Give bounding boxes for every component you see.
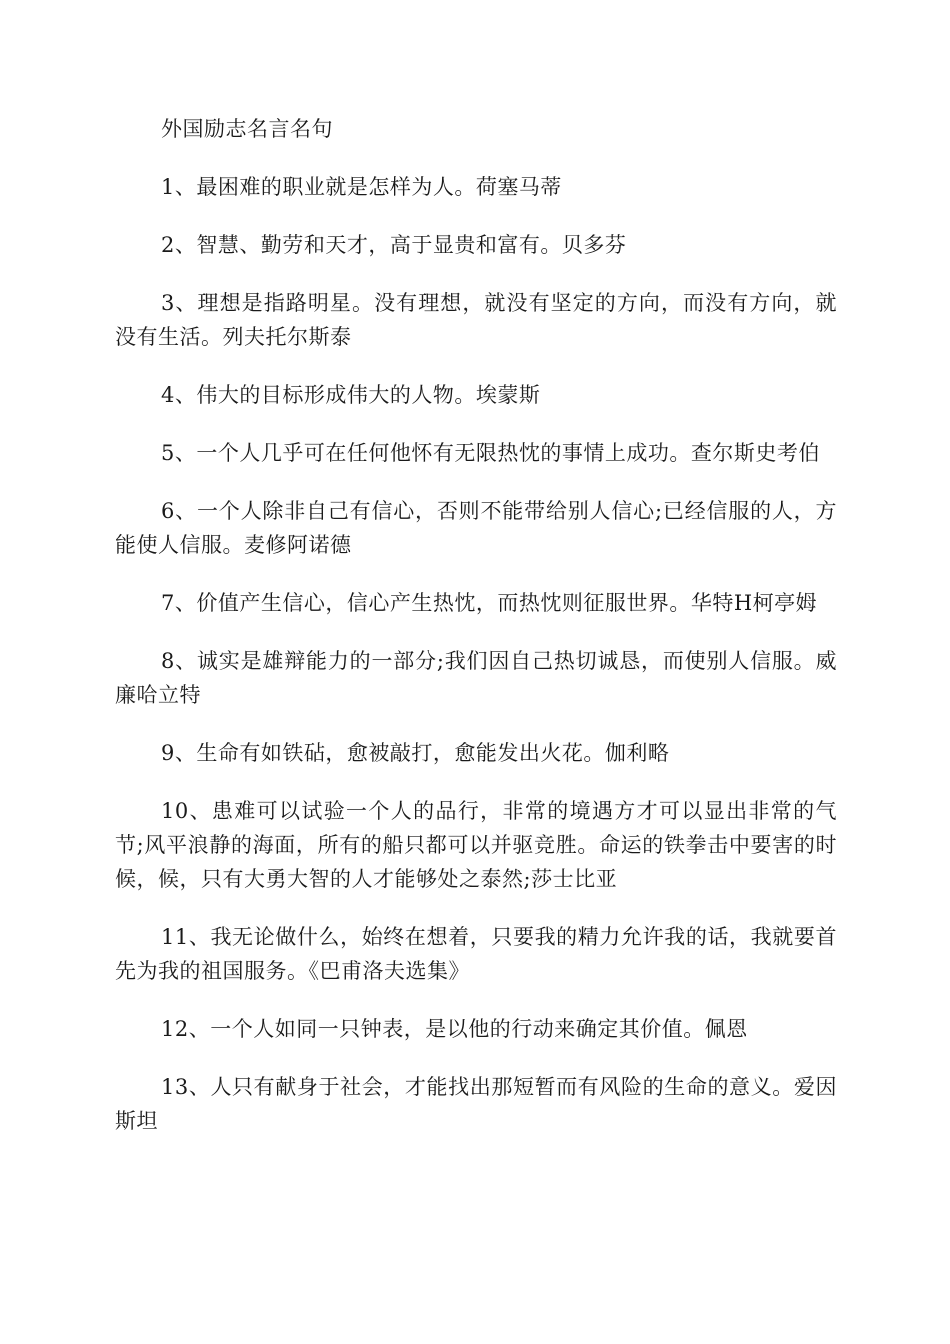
quote-paragraph-10: 10、患难可以试验一个人的品行，非常的境遇方才可以显出非常的气节;风平浪静的海面，所有的船只都可以并驱竞胜。命运的铁拳击中要害的时候，候，只有大勇大智的人才能够处之泰然;莎士比亚: [115, 799, 837, 891]
quote-paragraph-13: 13、人只有献身于社会，才能找出那短暂而有风险的生命的意义。爱因斯坦: [115, 1075, 837, 1133]
quote-paragraph-7: 7、价值产生信心，信心产生热忱，而热忱则征服世界。华特H柯亭姆: [161, 591, 818, 615]
quote-paragraph-4: 4、伟大的目标形成伟大的人物。埃蒙斯: [161, 383, 541, 407]
document-body: [115, 112, 837, 1162]
quote-paragraph-2: 2、智慧、勤劳和天才，高于显贵和富有。贝多芬: [161, 233, 627, 257]
quote-paragraph-8: 8、诚实是雄辩能力的一部分;我们因自己热切诚恳，而使别人信服。威廉哈立特: [115, 649, 837, 707]
quote-paragraph-9: 9、生命有如铁砧，愈被敲打，愈能发出火花。伽利略: [161, 741, 670, 765]
quote-paragraph-5: 5、一个人几乎可在任何他怀有无限热忱的事情上成功。查尔斯史考伯: [161, 441, 820, 465]
quote-paragraph-3: 3、理想是指路明星。没有理想，就没有坚定的方向，而没有方向，就没有生活。列夫托尔斯泰: [115, 291, 837, 349]
quote-paragraph-6: 6、一个人除非自己有信心，否则不能带给别人信心;已经信服的人，方能使人信服。麦修阿诺德: [115, 499, 837, 557]
document-title: 外国励志名言名句: [161, 117, 333, 141]
quote-paragraph-12: 12、一个人如同一只钟表，是以他的行动来确定其价值。佩恩: [161, 1017, 748, 1041]
quote-paragraph-11: 11、我无论做什么，始终在想着，只要我的精力允许我的话，我就要首先为我的祖国服务。《巴甫洛夫选集》: [115, 925, 837, 983]
quote-paragraph-1: 1、最困难的职业就是怎样为人。荷塞马蒂: [161, 175, 562, 199]
